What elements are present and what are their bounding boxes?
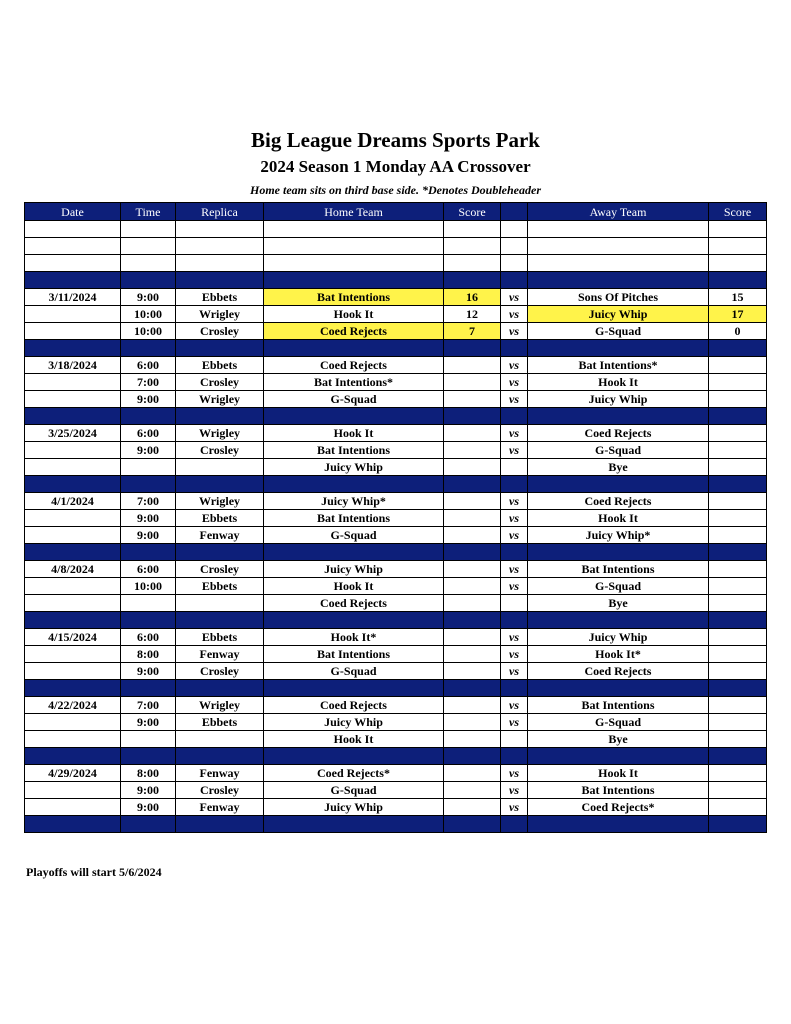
vs-label (501, 595, 528, 612)
game-replica: Fenway (176, 527, 264, 544)
game-date (25, 323, 121, 340)
week-separator (25, 476, 767, 493)
blank-row (25, 221, 767, 238)
game-replica: Crosley (176, 374, 264, 391)
game-time (121, 595, 176, 612)
away-score (709, 374, 767, 391)
home-team: Juicy Whip (264, 799, 444, 816)
home-score (444, 714, 501, 731)
game-time: 9:00 (121, 510, 176, 527)
playoffs-note: Playoffs will start 5/6/2024 (26, 865, 162, 879)
vs-label: vs (501, 697, 528, 714)
game-replica: Fenway (176, 765, 264, 782)
away-score (709, 782, 767, 799)
game-time (121, 459, 176, 476)
game-replica: Ebbets (176, 714, 264, 731)
away-score (709, 731, 767, 748)
vs-label: vs (501, 425, 528, 442)
vs-label: vs (501, 578, 528, 595)
home-score (444, 765, 501, 782)
away-team: Bye (528, 459, 709, 476)
game-date (25, 714, 121, 731)
away-team: G-Squad (528, 442, 709, 459)
vs-label: vs (501, 663, 528, 680)
home-team: G-Squad (264, 782, 444, 799)
game-replica: Ebbets (176, 357, 264, 374)
away-team: Bat Intentions (528, 561, 709, 578)
home-team: Bat Intentions (264, 646, 444, 663)
week-separator (25, 748, 767, 765)
table-row (25, 731, 767, 748)
home-score (444, 374, 501, 391)
game-date: 4/15/2024 (25, 629, 121, 646)
home-team: G-Squad (264, 527, 444, 544)
away-score (709, 357, 767, 374)
table-row (25, 391, 767, 408)
game-replica (176, 595, 264, 612)
home-score (444, 561, 501, 578)
away-score (709, 714, 767, 731)
away-team: Bat Intentions (528, 782, 709, 799)
home-score (444, 799, 501, 816)
header-row (25, 203, 767, 221)
home-score (444, 357, 501, 374)
home-team: Bat Intentions (264, 510, 444, 527)
away-score (709, 765, 767, 782)
week-separator (25, 272, 767, 289)
blank-row (25, 238, 767, 255)
col-date-header: Date (25, 203, 121, 221)
home-score (444, 510, 501, 527)
away-score (709, 663, 767, 680)
away-team: Coed Rejects (528, 663, 709, 680)
week-separator (25, 544, 767, 561)
game-date (25, 510, 121, 527)
home-team: Hook It (264, 578, 444, 595)
game-date: 4/8/2024 (25, 561, 121, 578)
home-score (444, 442, 501, 459)
table-row (25, 510, 767, 527)
game-time: 7:00 (121, 493, 176, 510)
away-team: Juicy Whip* (528, 527, 709, 544)
home-team: G-Squad (264, 663, 444, 680)
col-time-header: Time (121, 203, 176, 221)
away-team: Bye (528, 731, 709, 748)
vs-label: vs (501, 510, 528, 527)
vs-label: vs (501, 442, 528, 459)
home-team: Coed Rejects (264, 595, 444, 612)
game-date (25, 799, 121, 816)
game-time: 9:00 (121, 289, 176, 306)
week-separator (25, 408, 767, 425)
game-time: 9:00 (121, 663, 176, 680)
table-row (25, 357, 767, 374)
home-team: Juicy Whip* (264, 493, 444, 510)
game-time: 8:00 (121, 646, 176, 663)
home-score (444, 578, 501, 595)
vs-label: vs (501, 374, 528, 391)
table-row (25, 374, 767, 391)
game-date (25, 646, 121, 663)
home-team: Bat Intentions (264, 442, 444, 459)
game-date (25, 595, 121, 612)
home-score (444, 697, 501, 714)
away-team: G-Squad (528, 578, 709, 595)
col-replica-header: Replica (176, 203, 264, 221)
game-replica: Wrigley (176, 306, 264, 323)
away-team: Juicy Whip (528, 391, 709, 408)
away-score (709, 391, 767, 408)
schedule-note: Home team sits on third base side. *Denotes Doubleheader (250, 183, 541, 197)
week-separator (25, 680, 767, 697)
table-row (25, 799, 767, 816)
vs-label: vs (501, 306, 528, 323)
away-score: 17 (709, 306, 767, 323)
away-team: Coed Rejects* (528, 799, 709, 816)
game-replica: Ebbets (176, 578, 264, 595)
home-score (444, 646, 501, 663)
home-score (444, 425, 501, 442)
game-time: 9:00 (121, 782, 176, 799)
table-row (25, 425, 767, 442)
vs-label: vs (501, 782, 528, 799)
col-home-score-header: Score (444, 203, 501, 221)
game-date: 3/18/2024 (25, 357, 121, 374)
home-team: Juicy Whip (264, 714, 444, 731)
home-team: Coed Rejects* (264, 765, 444, 782)
away-score (709, 799, 767, 816)
away-team: Hook It (528, 765, 709, 782)
vs-label: vs (501, 629, 528, 646)
home-team: Hook It (264, 425, 444, 442)
away-score (709, 510, 767, 527)
game-time: 9:00 (121, 442, 176, 459)
home-team: G-Squad (264, 391, 444, 408)
game-date: 3/11/2024 (25, 289, 121, 306)
home-score: 7 (444, 323, 501, 340)
home-score (444, 493, 501, 510)
table-row (25, 782, 767, 799)
col-home-team-header: Home Team (264, 203, 444, 221)
away-team: Juicy Whip (528, 306, 709, 323)
home-score (444, 527, 501, 544)
game-date (25, 578, 121, 595)
vs-label: vs (501, 289, 528, 306)
table-row (25, 578, 767, 595)
game-time: 6:00 (121, 425, 176, 442)
away-team: G-Squad (528, 323, 709, 340)
vs-label: vs (501, 323, 528, 340)
home-team: Hook It* (264, 629, 444, 646)
week-separator (25, 816, 767, 833)
away-team: Bye (528, 595, 709, 612)
game-time (121, 731, 176, 748)
game-time: 9:00 (121, 714, 176, 731)
game-time: 7:00 (121, 697, 176, 714)
home-team: Coed Rejects (264, 697, 444, 714)
game-time: 9:00 (121, 527, 176, 544)
home-score (444, 629, 501, 646)
away-score (709, 527, 767, 544)
vs-label: vs (501, 493, 528, 510)
away-score (709, 459, 767, 476)
game-replica: Crosley (176, 663, 264, 680)
home-score (444, 731, 501, 748)
vs-label: vs (501, 765, 528, 782)
game-replica: Ebbets (176, 629, 264, 646)
game-replica: Fenway (176, 799, 264, 816)
away-score: 0 (709, 323, 767, 340)
table-row (25, 697, 767, 714)
home-team: Juicy Whip (264, 459, 444, 476)
vs-label: vs (501, 527, 528, 544)
game-date (25, 306, 121, 323)
table-row (25, 595, 767, 612)
game-time: 6:00 (121, 357, 176, 374)
blank-row (25, 255, 767, 272)
schedule-table (24, 202, 767, 833)
home-team: Hook It (264, 306, 444, 323)
away-score (709, 493, 767, 510)
home-team: Hook It (264, 731, 444, 748)
away-score (709, 595, 767, 612)
away-team: Juicy Whip (528, 629, 709, 646)
away-team: Coed Rejects (528, 425, 709, 442)
away-team: Bat Intentions (528, 697, 709, 714)
table-row (25, 442, 767, 459)
game-time: 8:00 (121, 765, 176, 782)
game-replica: Wrigley (176, 391, 264, 408)
game-time: 6:00 (121, 561, 176, 578)
game-replica (176, 459, 264, 476)
away-score (709, 629, 767, 646)
vs-label: vs (501, 561, 528, 578)
vs-label: vs (501, 799, 528, 816)
table-row (25, 289, 767, 306)
home-team: Bat Intentions (264, 289, 444, 306)
table-row (25, 527, 767, 544)
table-row (25, 561, 767, 578)
game-replica: Crosley (176, 561, 264, 578)
game-date (25, 527, 121, 544)
game-time: 9:00 (121, 799, 176, 816)
game-replica: Crosley (176, 782, 264, 799)
away-score (709, 561, 767, 578)
game-date (25, 442, 121, 459)
table-row (25, 459, 767, 476)
page-title: Big League Dreams Sports Park (251, 128, 540, 152)
game-date (25, 459, 121, 476)
away-team: Hook It (528, 374, 709, 391)
away-team: Coed Rejects (528, 493, 709, 510)
home-team: Juicy Whip (264, 561, 444, 578)
week-separator (25, 612, 767, 629)
home-score (444, 391, 501, 408)
col-away-score-header: Score (709, 203, 767, 221)
game-date (25, 782, 121, 799)
table-row (25, 714, 767, 731)
game-date (25, 731, 121, 748)
col-away-team-header: Away Team (528, 203, 709, 221)
game-time: 10:00 (121, 323, 176, 340)
home-team: Coed Rejects (264, 323, 444, 340)
vs-label (501, 459, 528, 476)
game-time: 6:00 (121, 629, 176, 646)
game-time: 9:00 (121, 391, 176, 408)
game-replica: Wrigley (176, 697, 264, 714)
away-team: Sons Of Pitches (528, 289, 709, 306)
away-score (709, 646, 767, 663)
game-date: 4/22/2024 (25, 697, 121, 714)
game-time: 10:00 (121, 306, 176, 323)
game-replica: Crosley (176, 442, 264, 459)
game-replica: Wrigley (176, 493, 264, 510)
game-replica: Fenway (176, 646, 264, 663)
away-score (709, 697, 767, 714)
game-time: 7:00 (121, 374, 176, 391)
game-replica: Ebbets (176, 510, 264, 527)
home-score (444, 663, 501, 680)
vs-label: vs (501, 357, 528, 374)
col-vs-header (501, 203, 528, 221)
game-date: 4/1/2024 (25, 493, 121, 510)
home-score (444, 595, 501, 612)
vs-label: vs (501, 646, 528, 663)
game-date (25, 374, 121, 391)
away-score (709, 425, 767, 442)
home-score (444, 782, 501, 799)
table-row (25, 306, 767, 323)
away-score (709, 442, 767, 459)
table-row (25, 323, 767, 340)
home-score: 16 (444, 289, 501, 306)
away-team: Hook It (528, 510, 709, 527)
vs-label: vs (501, 714, 528, 731)
away-score (709, 578, 767, 595)
game-time: 10:00 (121, 578, 176, 595)
week-separator (25, 340, 767, 357)
home-team: Bat Intentions* (264, 374, 444, 391)
table-row (25, 629, 767, 646)
game-date (25, 391, 121, 408)
table-row (25, 765, 767, 782)
away-score: 15 (709, 289, 767, 306)
game-replica (176, 731, 264, 748)
vs-label (501, 731, 528, 748)
home-score: 12 (444, 306, 501, 323)
away-team: G-Squad (528, 714, 709, 731)
away-team: Hook It* (528, 646, 709, 663)
game-replica: Wrigley (176, 425, 264, 442)
page-subtitle: 2024 Season 1 Monday AA Crossover (260, 157, 531, 176)
game-date (25, 663, 121, 680)
vs-label: vs (501, 391, 528, 408)
table-row (25, 646, 767, 663)
home-team: Coed Rejects (264, 357, 444, 374)
game-replica: Ebbets (176, 289, 264, 306)
away-team: Bat Intentions* (528, 357, 709, 374)
table-row (25, 663, 767, 680)
table-row (25, 493, 767, 510)
game-date: 3/25/2024 (25, 425, 121, 442)
home-score (444, 459, 501, 476)
game-replica: Crosley (176, 323, 264, 340)
game-date: 4/29/2024 (25, 765, 121, 782)
